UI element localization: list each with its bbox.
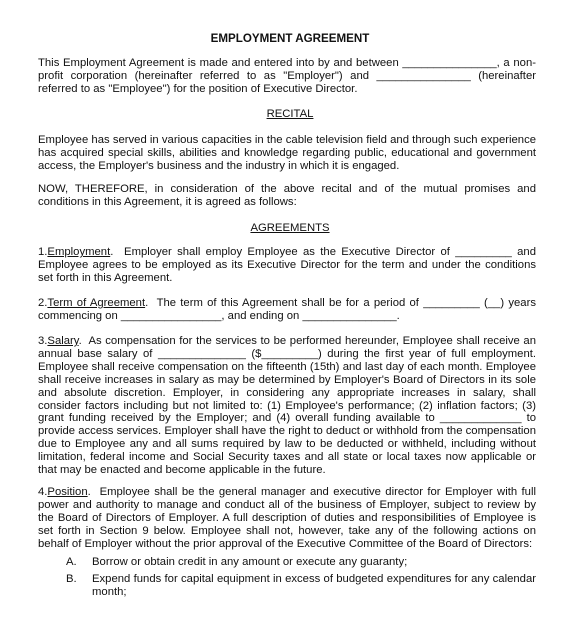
section-2: 2.Term of Agreement. The term of this Agreement shall be for a period of _________ (__) years commencing on ________________, and ending on _______________. bbox=[38, 297, 536, 322]
section-text: The term of this Agreement shall be for a period of _________ (__) years commencing on ________________, and ending on _______________. bbox=[38, 297, 536, 322]
section-3: 3.Salary. As compensation for the services to be performed hereunder, Employee shall receive an annual base salary of ______________ ($_________) during the first year of full employment. Employee shall receive compensation on the fifteenth (15th) and last day of each month. Employee shall receive increases in salary as may be determined by Employer's Board of Directors in its sole and absolute discretion. Employer, in considering any appropriate increases in salary, shall consider factors including but not limited to: (1) Employee's performance; (2) inflation factors; (3) grant funding received by the Employer; and (4) overall funding available to _____________ to provide access services. Employer shall have the right to deduct or withhold from the compensation due to Employee any and all sums required by law to be deducted or withheld, including without limitation, federal income and Social Security taxes and all state or local taxes now applicable or that may be enacted and become applicable in the future. bbox=[38, 335, 537, 477]
recital-paragraph: Employee has served in various capacities in the cable television field and through such experience has acquired special skills, abilities and knowledge regarding public, educational and government access, the Employer's business and the industry in which it is engaged. bbox=[38, 134, 536, 172]
section-number: 4. bbox=[38, 486, 48, 498]
section-heading: Salary bbox=[47, 335, 79, 347]
section-text: Employer shall employ Employee as the Executive Director of _________ and Employee agrees to be employed as its Executive Director for the term and under the conditions set forth in this Agreement. bbox=[38, 246, 536, 284]
document-title: EMPLOYMENT AGREEMENT bbox=[210, 32, 370, 45]
agreements-heading: AGREEMENTS bbox=[250, 222, 330, 234]
section-heading: Position bbox=[47, 486, 88, 498]
subitem-letter: B. bbox=[66, 573, 77, 585]
section-number: 1. bbox=[38, 246, 48, 258]
subitem-letter: A. bbox=[66, 556, 77, 568]
section-heading: Employment bbox=[47, 246, 111, 258]
subitem-text: Expend funds for capital equipment in excess of budgeted expenditures for any calendar month; bbox=[92, 573, 536, 598]
section-text: Employee shall be the general manager and executive director for Employer with full power and authority to manage and conduct all of the business of Employer, subject to review by the Board of Directors of Employer. A full description of duties and responsibilities of Employee is set forth in Section 9 below. Employee shall not, however, take any of the following actions on behalf of Employer without the prior approval of the Executive Committee of the Board of Directors: bbox=[38, 486, 536, 550]
section-1: 1.Employment. Employer shall employ Employee as the Executive Director of _________ and Employee agrees to be employed as its Executive Director for the term and under the conditions set forth in this Agreement. bbox=[38, 246, 536, 284]
intro-paragraph: This Employment Agreement is made and entered into by and between _______________, a non-profit corporation (hereinafter referred to as "Employer") and _______________ (hereinafter referred to as "Employee") for the position of Executive Director. bbox=[38, 57, 536, 95]
subitem-b bbox=[66, 573, 536, 599]
now-therefore-paragraph: NOW, THEREFORE, in consideration of the above recital and of the mutual promises and conditions in this Agreement, it is agreed as follows: bbox=[38, 183, 536, 208]
section-heading: Term of Agreement bbox=[47, 297, 146, 309]
section-number: 3. bbox=[38, 335, 48, 347]
subitem-a bbox=[66, 556, 536, 569]
section-number: 2. bbox=[38, 297, 48, 309]
section-text: As compensation for the services to be performed hereunder, Employee shall receive an annual base salary of ______________ ($_________) during the first year of full employment. Employee shall receive compensation on the fifteenth (15th) and last day of each month. Employee shall receive increases in salary as may be determined by Employer's Board of Directors in its sole and absolute discretion. Employer, in considering any appropriate increases in salary, shall consider factors including but not limited to: (1) Employee's performance; (2) inflation factors; (3) grant funding received by the Employer; and (4) overall funding available to _____________ to provide access services. Employer shall have the right to deduct or withhold from the compensation due to Employee any and all sums required by law to be deducted or withheld, including without limitation, federal income and Social Security taxes and all state or local taxes now applicable or that may be enacted and become applicable in the future. bbox=[38, 335, 537, 477]
recital-heading: RECITAL bbox=[266, 108, 314, 120]
section-4: 4.Position. Employee shall be the general manager and executive director for Employer with full power and authority to manage and conduct all of the business of Employer, subject to review by the Board of Directors of Employer. A full description of duties and responsibilities of Employee is set forth in Section 9 below. Employee shall not, however, take any of the following actions on behalf of Employer without the prior approval of the Executive Committee of the Board of Directors: bbox=[38, 486, 536, 550]
subitem-text: Borrow or obtain credit in any amount or execute any guaranty; bbox=[92, 556, 408, 568]
